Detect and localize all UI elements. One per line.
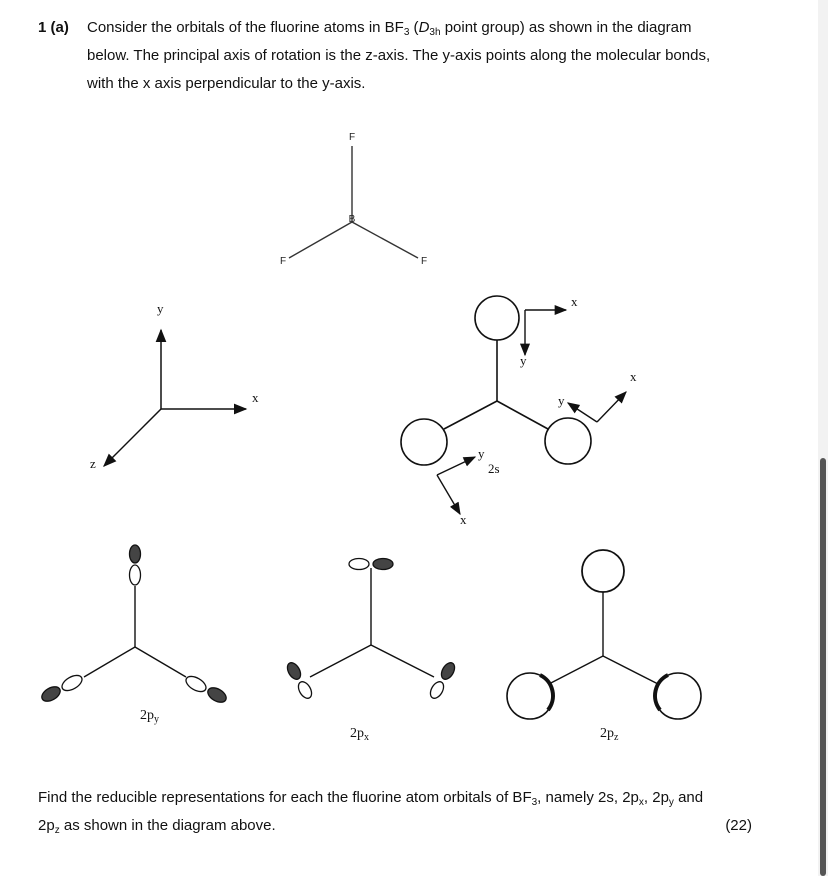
py-lobes-left — [39, 672, 84, 704]
pz-lobe-right — [655, 673, 701, 719]
atom-f-left: F — [279, 256, 287, 267]
px-label: $2p_x$ — [350, 726, 369, 743]
find-line-2: $2p_z$ as shown in the diagram above. — [38, 817, 276, 836]
py-bond-right — [135, 647, 186, 677]
s-orbital-set — [401, 296, 591, 465]
py-orbital-set — [39, 545, 228, 725]
intro-line-3: with the x axis perpendicular to the y-axis. — [87, 75, 366, 92]
intro-paren: ( — [409, 19, 419, 36]
pz-orbital-set — [507, 550, 701, 743]
px-bond-left — [310, 645, 371, 677]
bond-right — [352, 222, 418, 258]
s-orbital-top — [475, 296, 519, 340]
left-local-x — [437, 475, 460, 514]
right-local-x — [597, 392, 626, 422]
py-lobes-top — [130, 545, 141, 585]
px-bond-right — [371, 645, 434, 677]
find-line-1: Find the reducible representations for each the fluorine atom orbitals of $BF_3$, namely 2s, $2p_x$, $2p_y$ and — [38, 789, 704, 808]
y-axis-label: y — [157, 301, 164, 316]
top-local-y-label: y — [520, 353, 527, 368]
py-bond-left — [84, 647, 135, 677]
s-orbital-right — [545, 418, 591, 464]
bf3-molecule — [289, 146, 418, 258]
intro-tail: point group) as shown in the diagram — [440, 19, 692, 36]
s-orbital-left — [401, 419, 447, 465]
scrollbar-track[interactable] — [818, 0, 828, 876]
left-local-x-label: x — [460, 512, 467, 527]
pz-label: $2p_z$ — [600, 726, 619, 743]
top-local-x-label: x — [571, 294, 578, 309]
pz-lobe-left — [507, 673, 553, 719]
scrollbar-thumb[interactable] — [820, 458, 826, 876]
atom-b-center: B — [348, 214, 356, 225]
atom-f-right: F — [420, 256, 428, 267]
bond-left — [289, 222, 352, 258]
x-axis-label: x — [252, 390, 259, 405]
py-lobes-right — [183, 673, 228, 705]
px-lobes-right — [428, 660, 458, 700]
question-number: 1 (a) — [38, 19, 69, 36]
right-local-x-label: x — [630, 369, 637, 384]
point-group-symbol: D — [418, 19, 430, 36]
coordinate-axes — [104, 330, 246, 466]
px-orbital-set — [285, 559, 458, 744]
px-lobes-top — [349, 559, 393, 570]
s-bond-right — [497, 401, 548, 429]
intro-subscript: 3 — [403, 27, 410, 38]
s-bond-left — [444, 401, 497, 429]
left-local-y — [437, 457, 475, 475]
px-lobes-left — [285, 660, 315, 700]
intro-text: Consider the orbitals of the fluorine atoms in BF — [87, 19, 404, 36]
left-local-y-label: y — [478, 446, 485, 461]
pz-bond-left — [547, 656, 603, 685]
s-local-axes — [437, 310, 626, 514]
right-local-y-label: y — [558, 393, 565, 408]
intro-line-2: below. The principal axis of rotation is the z-axis. The y-axis points along the molecular bonds, — [87, 47, 711, 64]
z-axis-arrow — [104, 409, 161, 466]
pz-lobe-top — [582, 550, 624, 592]
marks-value: (22) — [725, 817, 752, 834]
py-label: $2p_y$ — [140, 708, 159, 725]
point-group-subscript: 3h — [429, 27, 441, 38]
s-orbital-label: 2s — [488, 461, 500, 476]
z-axis-label: z — [90, 456, 96, 471]
atom-f-top: F — [348, 132, 356, 143]
pz-bond-right — [603, 656, 660, 685]
